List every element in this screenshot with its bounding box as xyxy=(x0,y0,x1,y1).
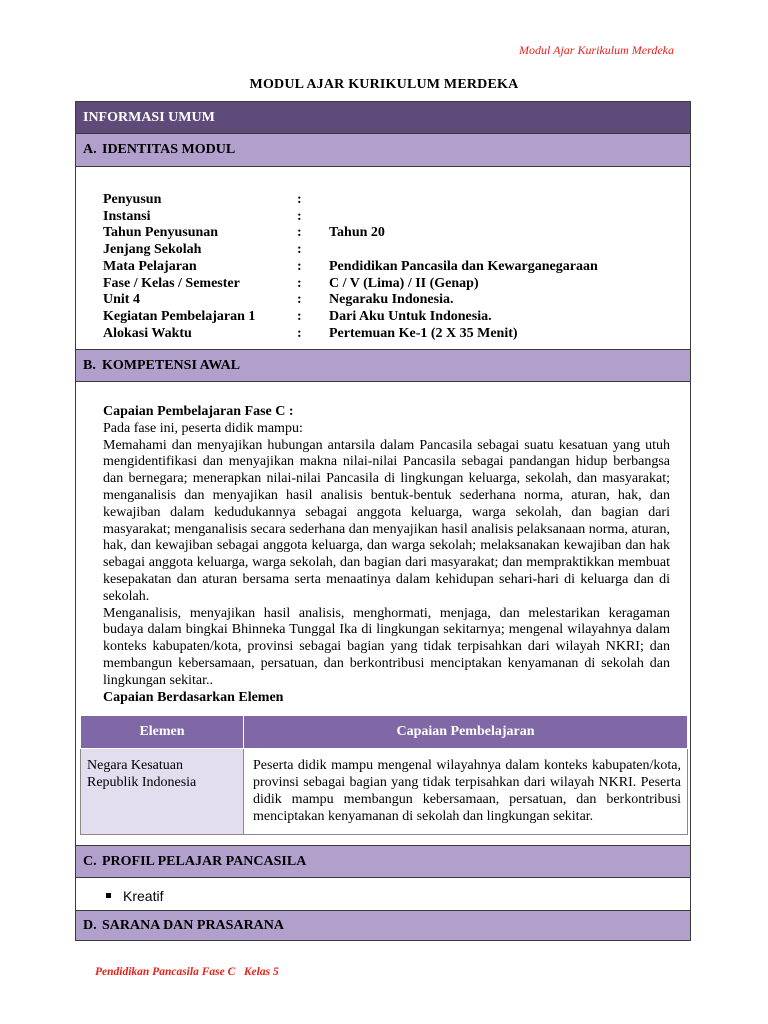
document-title: MODUL AJAR KURIKULUM MERDEKA xyxy=(249,77,519,92)
identitas-label: Kegiatan Pembelajaran 1 xyxy=(103,308,256,324)
list-item xyxy=(106,888,163,904)
elemen-heading: Capaian Berdasarkan Elemen xyxy=(103,689,284,705)
square-bullet-icon xyxy=(106,893,111,898)
identitas-colon: : xyxy=(297,242,302,258)
identitas-colon: : xyxy=(297,308,302,324)
page-footer-note: Pendidikan Pancasila Fase C Kelas 5 xyxy=(95,966,279,978)
section-d-letter: D. xyxy=(83,917,97,933)
table-row xyxy=(81,749,688,835)
capaian-cell: Peserta didik mampu mengenal wilayahnya dalam konteks kabupaten/kota, provinsi sebagai bagian yang tidak terpisahkan dari wilayah NKRI. Peserta didik mampu membangun kebersamaan, persatuan, dan berkontribusi menciptakan kenyamanan di sekolah dan lingkungan sekitar. xyxy=(244,749,688,835)
identitas-value: Negaraku Indonesia. xyxy=(329,292,454,308)
section-a-letter: A. xyxy=(83,142,97,157)
identitas-row xyxy=(103,276,598,293)
section-d-header xyxy=(76,910,690,940)
cp-paragraph-2: Menganalisis, menyajikan hasil analisis, menghormati, menjaga, dan melestarikan keragaman budaya dalam bingkai Bhinneka Tunggal Ika di lingkungan sekitarnya; mengenal wilayahnya dalam konteks kabupaten/kota, provinsi sebagai bagian yang tidak terpisahkan dari wilayah NKRI; dan membangun kebersamaan, persatuan, dan berkontribusi menciptakan kenyamanan di sekolah dan lingkungan sekitar.. xyxy=(103,605,670,688)
section-a-title: IDENTITAS MODUL xyxy=(102,142,236,157)
identitas-row xyxy=(103,192,598,209)
section-informasi-umum xyxy=(76,102,690,134)
section-b-title: KOMPETENSI AWAL xyxy=(102,357,241,373)
identitas-value: Pertemuan Ke-1 (2 X 35 Menit) xyxy=(329,325,518,341)
kompetensi-awal-body xyxy=(103,404,670,706)
identitas-colon: : xyxy=(297,258,302,274)
cp-heading: Capaian Pembelajaran Fase C : xyxy=(103,404,294,419)
identitas-label: Fase / Kelas / Semester xyxy=(103,275,240,291)
cp-intro: Pada fase ini, peserta didik mampu: xyxy=(103,420,303,436)
identitas-label: Jenjang Sekolah xyxy=(103,242,202,258)
identitas-value xyxy=(329,209,598,226)
identitas-row xyxy=(103,242,598,259)
module-frame xyxy=(75,101,691,941)
identitas-row xyxy=(103,309,598,326)
identitas-colon: : xyxy=(297,325,302,341)
identitas-value xyxy=(329,192,598,209)
cp-paragraph-1: Memahami dan menyajikan hubungan antarsila dalam Pancasila sebagai suatu kesatuan yang utuh mengidentifikasi dan menyajikan makna nilai-nilai Pancasila sebagai pandangan hidup berbangsa dan bernegara; menerapkan nilai-nilai Pancasila di lingkungan keluarga, sekolah, dan masyarakat; menganalisis dan menyajikan hasil analisis bentuk-bentuk sederhana norma, aturan, hak, dan kewajiban dalam kedudukannya sebagai anggota keluarga, warga sekolah, dan bagian dari masyarakat; menganalisis secara sederhana dan menyajikan hasil analisis pelaksanaan norma, aturan, hak, dan kewajiban sebagai anggota keluarga, dan warga sekolah; melaksanakan kewajiban dan hak sebagai anggota keluarga, warga sekolah, dan bagian dari masyarakat; dan mempraktikkan membuat kesepakatan dan aturan bersama serta menaatinya dalam kehidupan sehari-hari di keluarga dan di sekolah. xyxy=(103,437,670,604)
section-b-header xyxy=(76,349,690,382)
identitas-row xyxy=(103,209,598,226)
section-informasi-umum-title: INFORMASI UMUM xyxy=(83,109,215,125)
identitas-label: Penyusun xyxy=(103,192,162,207)
identitas-colon: : xyxy=(297,208,302,224)
section-a-header xyxy=(76,134,690,167)
identitas-label: Mata Pelajaran xyxy=(103,258,197,274)
elemen-column-header: Elemen xyxy=(81,716,244,749)
profil-item-label: Kreatif xyxy=(123,888,164,904)
identitas-table xyxy=(103,192,598,342)
identitas-value: C / V (Lima) / II (Genap) xyxy=(329,275,479,291)
elemen-table-header-row xyxy=(81,716,688,749)
identitas-value: Tahun 20 xyxy=(329,225,385,241)
identitas-row xyxy=(103,326,598,343)
identitas-row xyxy=(103,259,598,276)
profil-list xyxy=(106,888,163,904)
identitas-label: Instansi xyxy=(103,208,151,224)
page-header-note: Modul Ajar Kurikulum Merdeka xyxy=(519,43,674,57)
elemen-cell: Negara Kesatuan Republik Indonesia xyxy=(81,749,244,835)
identitas-colon: : xyxy=(297,275,302,291)
section-c-header xyxy=(76,845,690,878)
identitas-value: Dari Aku Untuk Indonesia. xyxy=(329,308,492,324)
identitas-row xyxy=(103,292,598,309)
capaian-column-header: Capaian Pembelajaran xyxy=(244,716,688,749)
identitas-colon: : xyxy=(297,192,302,207)
identitas-colon: : xyxy=(297,225,302,241)
section-c-title: PROFIL PELAJAR PANCASILA xyxy=(102,853,307,869)
identitas-colon: : xyxy=(297,292,302,308)
identitas-label: Alokasi Waktu xyxy=(103,325,192,341)
section-b-letter: B. xyxy=(83,357,96,373)
identitas-label: Unit 4 xyxy=(103,292,140,308)
identitas-label: Tahun Penyusunan xyxy=(103,225,219,241)
identitas-row xyxy=(103,225,598,242)
identitas-value: Pendidikan Pancasila dan Kewarganegaraan xyxy=(329,258,598,274)
identitas-value xyxy=(329,242,598,259)
elemen-table xyxy=(80,715,688,835)
section-d-title: SARANA DAN PRASARANA xyxy=(102,917,285,933)
section-c-letter: C. xyxy=(83,853,97,869)
